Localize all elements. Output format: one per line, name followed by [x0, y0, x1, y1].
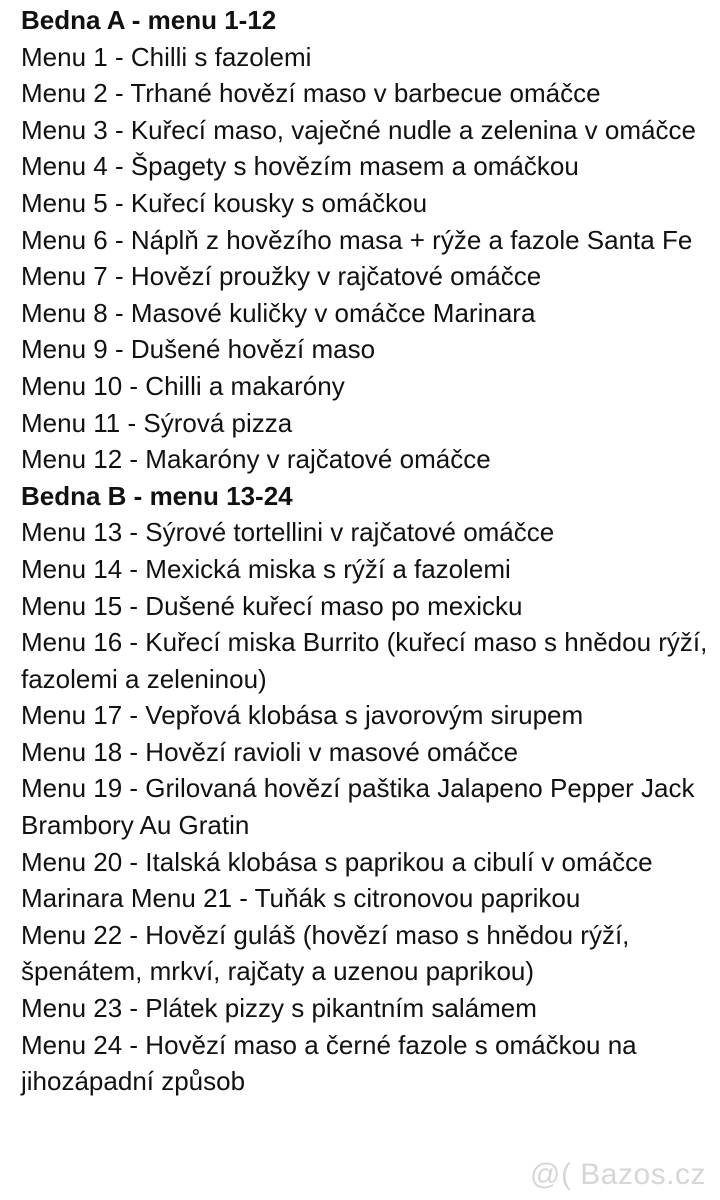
menu-item: Menu 4 - Špagety s hovězím masem a omáčkou [21, 151, 579, 182]
menu-item: Menu 2 - Trhané hovězí maso v barbecue omáčce [21, 78, 601, 109]
menu-item: Menu 11 - Sýrová pizza [21, 407, 293, 438]
menu-item: Menu 5 - Kuřecí kousky s omáčkou [21, 187, 428, 218]
menu-item: Menu 16 - Kuřecí miska Burrito (kuřecí maso s hnědou rýží, fazolemi a zeleninou) [21, 627, 708, 694]
menu-item: Menu 12 - Makaróny v rajčatové omáčce [21, 444, 491, 475]
menu-item: Menu 18 - Hovězí ravioli v masové omáčce [21, 736, 519, 767]
menu-item: Menu 23 - Plátek pizzy s pikantním salámem [21, 993, 537, 1024]
menu-item: Menu 22 - Hovězí guláš (hovězí maso s hnědou rýží, špenátem, mrkví, rajčaty a uzenou paprikou) [21, 919, 630, 987]
menu-item: Menu 7 - Hovězí proužky v rajčatové omáčce [21, 261, 542, 292]
bazos-watermark: @( Bazos.cz [530, 1158, 706, 1191]
menu-item: Menu 13 - Sýrové tortellini v rajčatové omáčce [21, 517, 555, 548]
menu-item: Menu 24 - Hovězí maso a černé fazole s omáčkou na jihozápadní způsob [21, 1029, 637, 1097]
section-heading-b: Bedna B - menu 13-24 [21, 480, 293, 511]
menu-item: Menu 14 - Mexická miska s rýží a fazolemi [21, 553, 511, 584]
menu-item: Menu 3 - Kuřecí maso, vaječné nudle a zelenina v omáčce [21, 114, 696, 145]
menu-item: Menu 20 - Italská klobása s paprikou a cibulí v omáčce Marinara Menu 21 - Tuňák s citronovou paprikou [21, 846, 653, 914]
menu-item: Menu 15 - Dušené kuřecí maso po mexicku [21, 590, 523, 621]
menu-item: Menu 1 - Chilli s fazolemi [21, 41, 312, 72]
menu-item: Menu 17 - Vepřová klobása s javorovým sirupem [21, 700, 584, 731]
menu-item: Menu 9 - Dušené hovězí maso [21, 334, 376, 365]
menu-document [21, 2, 711, 1100]
menu-item: Menu 6 - Náplň z hovězího masa + rýže a fazole Santa Fe [21, 224, 693, 255]
menu-item: Menu 19 - Grilovaná hovězí paštika Jalapeno Pepper Jack Brambory Au Gratin [21, 773, 695, 841]
menu-item: Menu 8 - Masové kuličky v omáčce Marinara [21, 297, 536, 328]
section-heading-a: Bedna A - menu 1-12 [21, 5, 277, 35]
menu-item: Menu 10 - Chilli a makaróny [21, 370, 345, 401]
